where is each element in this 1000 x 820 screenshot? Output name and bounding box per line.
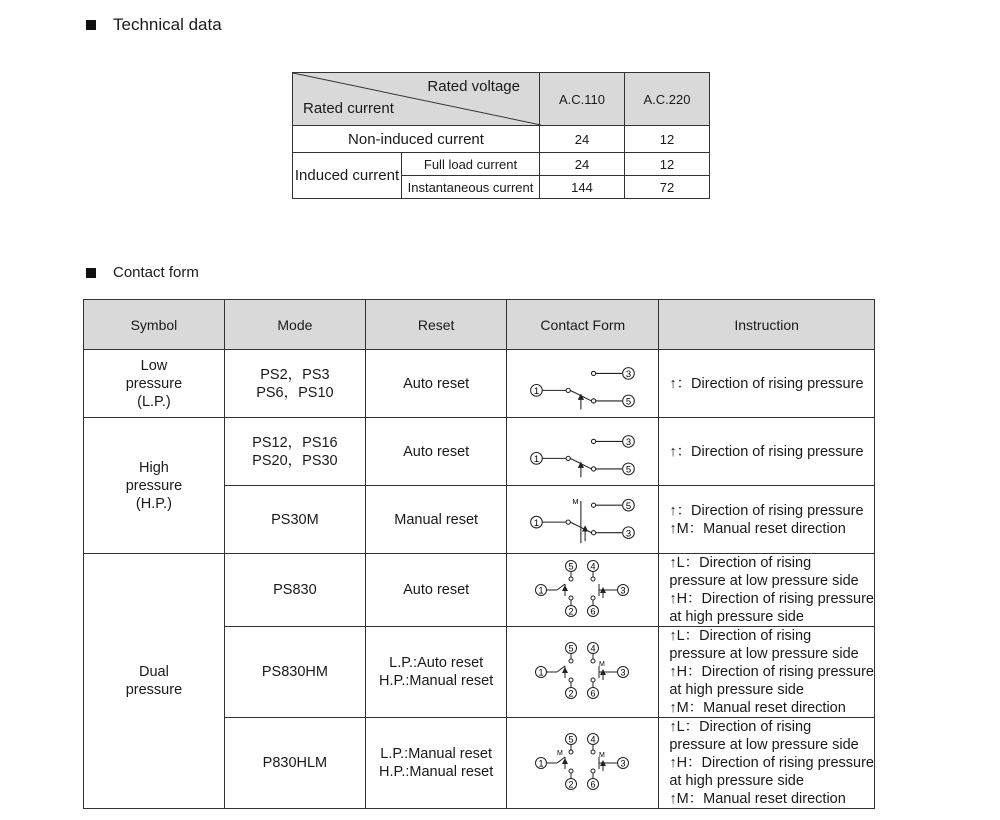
reset-line: Auto reset <box>403 582 470 598</box>
reset-cell <box>365 627 506 718</box>
instruction-line: ↑L：Direction of rising <box>669 719 812 735</box>
cell-value: 72 <box>625 176 710 199</box>
mode-line: PS2，PS3 <box>260 366 330 383</box>
diagonal-header-cell <box>293 73 540 126</box>
instruction-line: ↑：Direction of rising pressure <box>669 375 864 392</box>
mode-line: PS830 <box>273 582 317 598</box>
reset-line: L.P.:Auto reset <box>389 655 484 671</box>
instruction-line: ↑H：Direction of rising pressure <box>669 755 874 771</box>
rated-voltage-label: Rated voltage <box>427 78 520 95</box>
reset-cell: Auto reset <box>365 418 506 486</box>
col-contact-form: Contact Form <box>507 300 659 350</box>
col-ac220: A.C.220 <box>625 73 710 126</box>
mode-cell <box>224 350 365 418</box>
mark-m: M <box>556 750 563 757</box>
technical-data-heading <box>86 15 222 35</box>
contact-diagram-manual <box>507 486 659 554</box>
mode-line: PS830HM <box>261 664 328 680</box>
symbol-high-pressure <box>84 418 225 554</box>
cell-value: 12 <box>625 126 710 153</box>
instruction-line: at high pressure side <box>669 682 804 698</box>
instruction-line: ↑L：Direction of rising <box>669 628 812 644</box>
row-label: Non-induced current <box>293 126 540 153</box>
symbol-line: pressure <box>125 477 183 494</box>
mode-cell <box>224 718 365 809</box>
instruction-line: ↑H：Direction of rising pressure <box>669 664 874 680</box>
col-reset: Reset <box>365 300 506 350</box>
contact-diagram-dual-hlm <box>507 718 659 809</box>
instruction-line: pressure at low pressure side <box>669 646 859 662</box>
symbol-line: (L.P.) <box>137 393 171 410</box>
symbol-line: pressure <box>125 375 183 392</box>
instruction-line: ↑：Direction of rising pressure <box>669 443 864 460</box>
contact-diagram-spdt <box>507 350 659 418</box>
mark-m: M <box>572 496 579 506</box>
instruction-line: ↑M：Manual reset direction <box>669 520 846 537</box>
reset-cell <box>365 554 506 627</box>
symbol-line: (H.P.) <box>135 495 172 512</box>
symbol-line: Dual <box>139 664 169 680</box>
contact-form-heading <box>86 264 199 281</box>
induced-current-label: Induced current <box>293 153 402 199</box>
contact-diagram-dual <box>507 554 659 627</box>
reset-cell: Auto reset <box>365 350 506 418</box>
instruction-cell <box>659 554 875 627</box>
instruction-line: pressure at low pressure side <box>669 737 859 753</box>
instruction-line: ↑L：Direction of rising <box>669 555 812 571</box>
instruction-cell <box>659 718 875 809</box>
col-symbol: Symbol <box>84 300 225 350</box>
symbol-line: Low <box>140 357 168 374</box>
mark-m: M <box>598 661 605 668</box>
mode-cell <box>224 486 365 554</box>
instruction-cell <box>659 418 875 486</box>
instruction-line: at high pressure side <box>669 773 804 789</box>
mode-line: PS12，PS16 <box>252 434 338 451</box>
square-bullet-icon <box>86 20 96 30</box>
cell-value: 24 <box>540 126 625 153</box>
instruction-line: ↑：Direction of rising pressure <box>669 502 864 519</box>
mark-m: M <box>598 752 605 759</box>
col-instruction: Instruction <box>659 300 875 350</box>
cell-value: 144 <box>540 176 625 199</box>
instruction-cell <box>659 350 875 418</box>
col-mode: Mode <box>224 300 365 350</box>
technical-data-table <box>292 72 710 199</box>
mode-cell <box>224 554 365 627</box>
mode-cell <box>224 418 365 486</box>
mode-line: P830HLM <box>262 755 328 771</box>
col-ac110: A.C.110 <box>540 73 625 126</box>
instruction-line: ↑M：Manual reset direction <box>669 700 846 716</box>
contact-form-table <box>83 299 875 809</box>
contact-diagram-spdt <box>507 418 659 486</box>
row-label: Full load current <box>402 153 540 176</box>
symbol-line: pressure <box>125 682 183 698</box>
reset-line: H.P.:Manual reset <box>379 764 494 780</box>
instruction-line: ↑H：Direction of rising pressure <box>669 591 874 607</box>
reset-cell <box>365 718 506 809</box>
cell-value: 24 <box>540 153 625 176</box>
instruction-cell <box>659 627 875 718</box>
reset-cell: Manual reset <box>365 486 506 554</box>
instruction-cell <box>659 486 875 554</box>
mode-cell <box>224 627 365 718</box>
mode-line: PS30M <box>271 511 319 528</box>
instruction-line: ↑M：Manual reset direction <box>669 791 846 807</box>
row-label: Instantaneous current <box>402 176 540 199</box>
square-bullet-icon <box>86 268 96 278</box>
reset-line: H.P.:Manual reset <box>379 673 494 689</box>
symbol-dual-pressure <box>84 554 225 809</box>
rated-current-label: Rated current <box>303 100 394 117</box>
reset-line: L.P.:Manual reset <box>380 746 493 762</box>
instruction-line: at high pressure side <box>669 609 804 625</box>
symbol-line: High <box>139 459 169 476</box>
contact-form-title: Contact form <box>113 264 199 281</box>
technical-data-title: Technical data <box>113 15 222 34</box>
mode-line: PS6，PS10 <box>256 384 334 401</box>
symbol-low-pressure <box>84 350 225 418</box>
contact-diagram-dual-hm <box>507 627 659 718</box>
mode-line: PS20，PS30 <box>252 452 338 469</box>
instruction-line: pressure at low pressure side <box>669 573 859 589</box>
cell-value: 12 <box>625 153 710 176</box>
